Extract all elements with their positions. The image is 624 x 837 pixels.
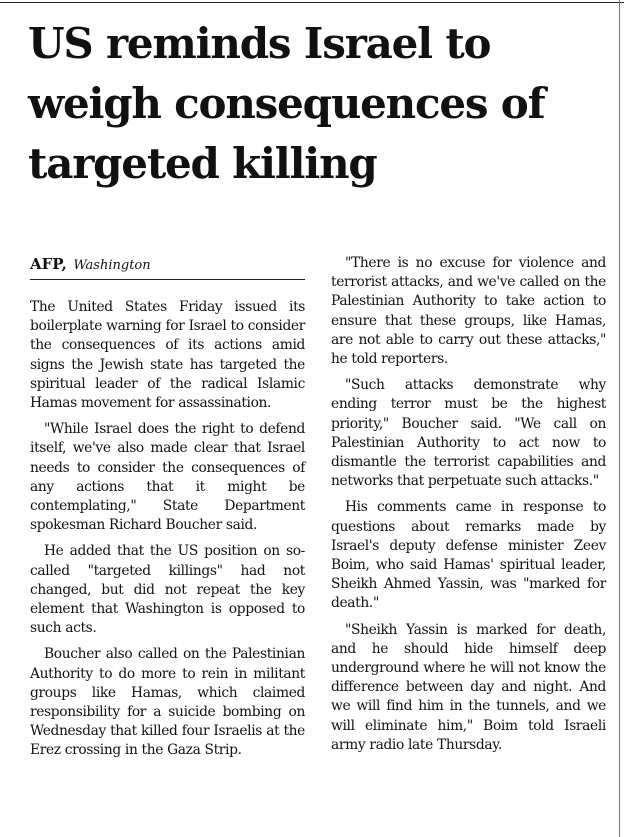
byline-place: Washington xyxy=(73,258,151,273)
paragraph: "Such attacks demonstrate why ending terror must be the highest priority," Boucher said. "We call on Palestinian Authority to act now to dismantle the terrorist capabilities and networks that perpetuate such attacks." xyxy=(331,377,606,490)
paragraph: He added that the US position on so-called "targeted killings" had not changed, but did not repeat the key element that Washington is opposed to such acts. xyxy=(30,543,305,637)
paragraph: The United States Friday issued its boilerplate warning for Israel to consider the consequences of its actions amid signs the Jewish state has targeted the spiritual leader of the radical Islamic Hamas movement for assassination. xyxy=(30,299,305,412)
right-column xyxy=(331,254,606,762)
column-rule xyxy=(619,0,620,837)
paragraph: "There is no excuse for violence and terrorist attacks, and we've called on the Palestinian Authority to take action to ensure that these groups, like Hamas, are not able to carry out these attacks," he told reporters. xyxy=(331,255,606,368)
byline-agency: AFP, xyxy=(30,255,67,273)
headline: US reminds Israel to weigh consequences of targeted killing xyxy=(28,19,545,188)
top-rule xyxy=(0,2,624,3)
paragraph: Boucher also called on the Palestinian Authority to do more to rein in militant groups like Hamas, which claimed responsibility for a suicide bombing on Wednesday that killed four Israelis at the Erez crossing in the Gaza Strip. xyxy=(30,646,305,759)
byline xyxy=(30,254,305,280)
paragraph: His comments came in response to questions about remarks made by Israel's deputy defense minister Zeev Boim, who said Hamas' spiritual leader, Sheikh Ahmed Yassin, was "marked for death." xyxy=(331,499,606,612)
paragraph: "Sheikh Yassin is marked for death, and he should hide himself deep underground where he will not know the difference between day and night. And we will find him in the tunnels, and we will eliminate him," Boim told Israeli army radio late Thursday. xyxy=(331,621,606,753)
left-column xyxy=(30,254,305,768)
paragraph: "While Israel does the right to defend itself, we've also made clear that Israel needs to consider the consequences of any actions that it might be contemplating," State Department spokesman Richard Boucher said. xyxy=(30,421,305,534)
